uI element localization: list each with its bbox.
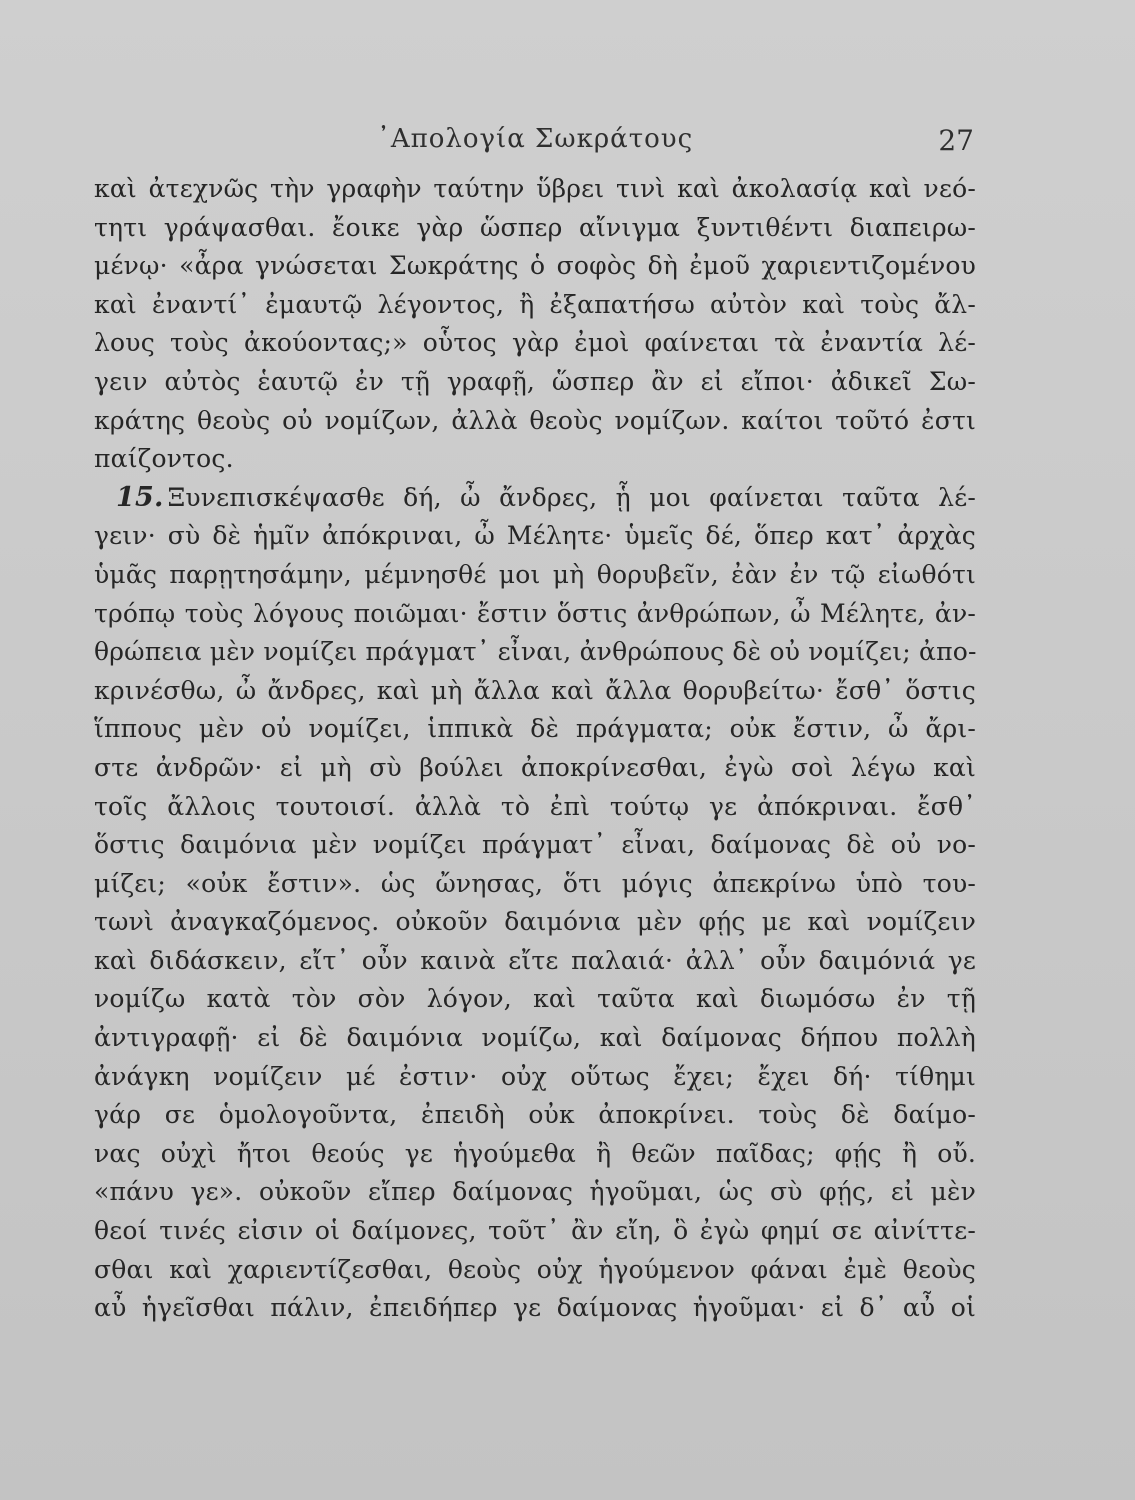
text-line: κρινέσθω, ὦ ἄνδρες, καὶ μὴ ἄλλα καὶ ἄλλα θορυβείτω· ἔσθ᾿ ὅστις (94, 675, 976, 705)
text-line: ὅστις δαιμόνια μὲν νομίζει πράγματ᾿ εἶναι, δαίμονας δὲ οὐ νο- (94, 830, 976, 860)
text-line: στε ἀνδρῶν· εἰ μὴ σὺ βούλει ἀποκρίνεσθαι, ἐγὼ σοὶ λέγω καὶ (94, 752, 976, 782)
text-line: αὖ ἡγεῖσθαι πάλιν, ἐπειδήπερ γε δαίμονας ἡγοῦμαι· εἰ δ᾿ αὖ οἱ (94, 1293, 976, 1323)
section-number: 15. (116, 481, 164, 513)
text-line: τοῖς ἄλλοις τουτοισί. ἀλλὰ τὸ ἐπὶ τούτῳ γε ἀπόκριναι. ἔσθ᾿ (94, 791, 976, 821)
text-line: τητι γράψασθαι. ἔοικε γὰρ ὥσπερ αἴνιγμα ξυντιθέντι διαπειρω- (94, 212, 976, 242)
text-line: γειν αὐτὸς ἑαυτῷ ἐν τῇ γραφῇ, ὥσπερ ἂν εἰ εἴποι· ἀδικεῖ Σω- (94, 366, 976, 396)
text-line: ἵππους μὲν οὐ νομίζει, ἱππικὰ δὲ πράγματα; οὐκ ἔστιν, ὦ ἄρι- (94, 714, 976, 744)
running-head (94, 124, 976, 164)
text-line: τωνὶ ἀναγκαζόμενος. οὐκοῦν δαιμόνια μὲν φῄς με καὶ νομίζειν (94, 907, 976, 937)
text-line: Ξυνεπισκέψασθε δή, ὦ ἄνδρες, ᾗ μοι φαίνεται ταῦτα λέ- (167, 482, 976, 512)
running-title: ᾿Απολογία Σωκράτους (376, 124, 694, 154)
text-line: σθαι καὶ χαριεντίζεσθαι, θεοὺς οὐχ ἡγούμενον φάναι ἐμὲ θεοὺς (94, 1254, 976, 1284)
text-line: θεοί τινές εἰσιν οἱ δαίμονες, τοῦτ᾿ ἂν εἴη, ὃ ἐγὼ φημί σε αἰνίττε- (94, 1216, 976, 1246)
text-line: παίζοντος. (94, 444, 234, 474)
text-line: καὶ ἐναντί᾿ ἐμαυτῷ λέγοντος, ἢ ἐξαπατήσω αὐτὸν καὶ τοὺς ἄλ- (94, 289, 976, 319)
body-text (94, 170, 976, 1328)
text-line: ἀντιγραφῇ· εἰ δὲ δαιμόνια νομίζω, καὶ δαίμονας δήπου πολλὴ (94, 1023, 976, 1053)
text-line: μένῳ· «ἆρα γνώσεται Σωκράτης ὁ σοφὸς δὴ ἐμοῦ χαριεντιζομένου (94, 251, 976, 281)
text-line: λους τοὺς ἀκούοντας;» οὗτος γὰρ ἐμοὶ φαίνεται τὰ ἐναντία λέ- (94, 328, 976, 358)
text-line: καὶ διδάσκειν, εἴτ᾿ οὖν καινὰ εἴτε παλαιά· ἀλλ᾿ οὖν δαιμόνιά γε (94, 945, 976, 975)
text-line: καὶ ἀτεχνῶς τὴν γραφὴν ταύτην ὕβρει τινὶ καὶ ἀκολασίᾳ καὶ νεό- (94, 174, 976, 203)
text-line: ἀνάγκη νομίζειν μέ ἐστιν· οὐχ οὕτως ἔχει; ἔχει δή· τίθημι (94, 1061, 976, 1091)
text-line: γάρ σε ὁμολογοῦντα, ἐπειδὴ οὐκ ἀποκρίνει. τοὺς δὲ δαίμο- (94, 1100, 976, 1130)
text-line: ὑμᾶς παρῃτησάμην, μέμνησθέ μοι μὴ θορυβεῖν, ἐὰν ἐν τῷ εἰωθότι (94, 559, 976, 589)
page-number: 27 (938, 124, 974, 157)
text-line: τρόπῳ τοὺς λόγους ποιῶμαι· ἔστιν ὅστις ἀνθρώπων, ὦ Μέλητε, ἀν- (94, 598, 976, 628)
text-line: «πάνυ γε». οὐκοῦν εἴπερ δαίμονας ἡγοῦμαι, ὡς σὺ φῄς, εἰ μὲν (94, 1177, 976, 1207)
text-line: κράτης θεοὺς οὐ νομίζων, ἀλλὰ θεοὺς νομίζων. καίτοι τοῦτό ἐστι (94, 405, 976, 435)
text-line: νομίζω κατὰ τὸν σὸν λόγον, καὶ ταῦτα καὶ διωμόσω ἐν τῇ (94, 984, 976, 1014)
section-first-line (94, 479, 976, 518)
text-line: νας οὐχὶ ἤτοι θεούς γε ἡγούμεθα ἢ θεῶν παῖδας; φῄς ἢ οὔ. (94, 1138, 976, 1168)
text-line: θρώπεια μὲν νομίζει πράγματ᾿ εἶναι, ἀνθρώπους δὲ οὐ νομίζει; ἀπο- (94, 637, 977, 667)
text-line: γειν· σὺ δὲ ἡμῖν ἀπόκριναι, ὦ Μέλητε· ὑμεῖς δέ, ὅπερ κατ᾿ ἀρχὰς (94, 521, 976, 551)
text-line: μίζει; «οὐκ ἔστιν». ὡς ὤνησας, ὅτι μόγις ἀπεκρίνω ὑπὸ του- (94, 868, 976, 898)
